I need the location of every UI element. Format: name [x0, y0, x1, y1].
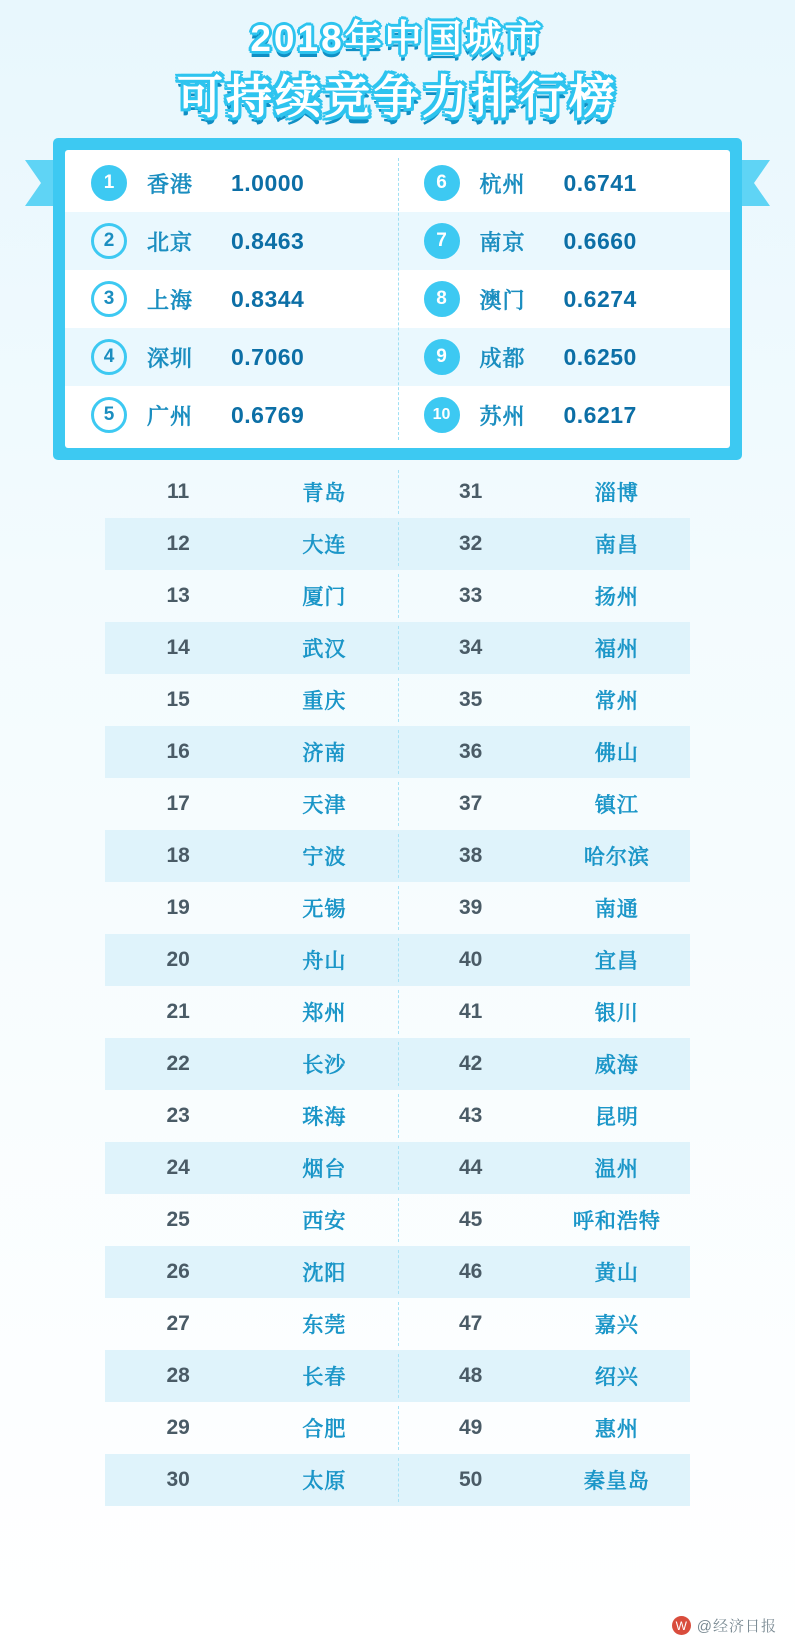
list-item	[105, 1454, 690, 1506]
city-name: 澳门	[479, 287, 526, 313]
rank-number: 21	[166, 1000, 190, 1023]
list-item	[105, 830, 690, 882]
city-name: 昆明	[594, 1106, 639, 1129]
rank-entry	[398, 1413, 691, 1443]
list-item	[105, 518, 690, 570]
rank-entry	[105, 1049, 398, 1079]
city-name: 哈尔滨	[583, 846, 650, 869]
rank-entry	[105, 1361, 398, 1391]
city-score: 0.7060	[231, 343, 305, 370]
rank-entry	[398, 997, 691, 1027]
city-name: 嘉兴	[594, 1314, 639, 1337]
list-item	[105, 466, 690, 518]
rank-entry	[105, 477, 398, 507]
table-row	[65, 154, 730, 212]
city-name: 广州	[147, 403, 194, 429]
city-name: 北京	[147, 229, 194, 255]
rank-number: 47	[458, 1312, 483, 1335]
rank-number: 31	[458, 480, 483, 503]
rank-entry	[105, 789, 398, 819]
source-credit	[672, 1615, 777, 1636]
city-name: 厦门	[302, 586, 347, 609]
rest-of-ranking-list	[105, 460, 690, 1506]
rank-number: 38	[458, 844, 483, 867]
rank-medal-icon: 3	[91, 281, 127, 317]
top-entry	[65, 165, 398, 201]
city-name: 温州	[594, 1158, 639, 1181]
rank-entry	[398, 1465, 691, 1495]
rank-number: 30	[166, 1468, 190, 1491]
source-label: @经济日报	[696, 1618, 777, 1635]
title-line-2: 可持续竞争力排行榜	[177, 71, 618, 123]
rank-number: 39	[458, 896, 483, 919]
city-name: 南通	[594, 898, 639, 921]
rank-entry	[105, 1465, 398, 1495]
list-item	[105, 882, 690, 934]
list-item	[105, 622, 690, 674]
rank-number: 27	[166, 1312, 190, 1335]
list-item	[105, 570, 690, 622]
rank-number: 37	[458, 792, 483, 815]
city-name: 烟台	[302, 1158, 347, 1181]
city-name: 济南	[302, 742, 347, 765]
rank-entry	[398, 633, 691, 663]
rank-medal-icon: 2	[91, 223, 127, 259]
rank-number: 44	[458, 1156, 483, 1179]
city-name: 南京	[479, 229, 526, 255]
rank-entry	[398, 1101, 691, 1131]
rank-number: 50	[458, 1468, 483, 1491]
city-name: 长沙	[302, 1054, 347, 1077]
list-item	[105, 1142, 690, 1194]
rank-number: 13	[166, 584, 190, 607]
top-entry	[65, 223, 398, 259]
rank-number: 35	[458, 688, 483, 711]
rank-number: 22	[166, 1052, 190, 1075]
rank-number: 26	[166, 1260, 190, 1283]
rank-number: 33	[458, 584, 483, 607]
city-name: 天津	[302, 794, 347, 817]
top-entry	[65, 281, 398, 317]
top-ten-table	[65, 150, 730, 448]
rank-entry	[398, 1257, 691, 1287]
city-name: 宜昌	[594, 950, 639, 973]
rank-entry	[105, 997, 398, 1027]
city-name: 西安	[302, 1210, 347, 1233]
rank-number: 45	[458, 1208, 483, 1231]
city-name: 东莞	[302, 1314, 347, 1337]
city-name: 太原	[302, 1470, 347, 1493]
rank-entry	[105, 581, 398, 611]
rank-entry	[398, 789, 691, 819]
city-name: 无锡	[302, 898, 347, 921]
rank-entry	[398, 945, 691, 975]
rank-number: 41	[458, 1000, 483, 1023]
city-score: 0.6250	[563, 343, 637, 370]
city-name: 黄山	[594, 1262, 639, 1285]
rank-entry	[398, 737, 691, 767]
table-row	[65, 328, 730, 386]
rank-medal-icon: 1	[91, 165, 127, 201]
city-name: 宁波	[302, 846, 347, 869]
rank-number: 19	[166, 896, 190, 919]
page-title	[0, 0, 795, 128]
city-name: 大连	[302, 534, 347, 557]
rank-number: 17	[166, 792, 190, 815]
list-item	[105, 674, 690, 726]
city-name: 秦皇岛	[583, 1470, 650, 1493]
top-entry	[398, 165, 731, 201]
city-name: 长春	[302, 1366, 347, 1389]
list-item	[105, 934, 690, 986]
rank-number: 34	[458, 636, 483, 659]
rank-number: 40	[458, 948, 483, 971]
top-entry	[398, 223, 731, 259]
city-name: 武汉	[302, 638, 347, 661]
rank-number: 14	[166, 636, 190, 659]
title-line-1: 2018年中国城市	[250, 18, 545, 59]
city-name: 沈阳	[302, 1262, 347, 1285]
city-name: 舟山	[302, 950, 347, 973]
city-name: 佛山	[594, 742, 639, 765]
rank-entry	[105, 841, 398, 871]
rank-medal-icon: 5	[91, 397, 127, 433]
rank-entry	[398, 581, 691, 611]
rank-entry	[105, 1101, 398, 1131]
city-score: 0.6741	[563, 169, 637, 196]
city-score: 1.0000	[231, 169, 305, 196]
rank-number: 18	[166, 844, 190, 867]
list-item	[105, 1402, 690, 1454]
table-row	[65, 212, 730, 270]
rank-medal-icon: 9	[424, 339, 460, 375]
city-score: 0.6217	[563, 401, 637, 428]
city-name: 绍兴	[594, 1366, 639, 1389]
city-name: 福州	[594, 638, 639, 661]
top-entry	[65, 339, 398, 375]
rank-entry	[105, 1205, 398, 1235]
city-name: 常州	[594, 690, 639, 713]
top-ten-ribbon	[25, 138, 770, 460]
city-name: 镇江	[594, 794, 639, 817]
rank-entry	[105, 737, 398, 767]
city-score: 0.6274	[563, 285, 637, 312]
top-entry	[398, 397, 731, 433]
city-name: 香港	[147, 171, 194, 197]
rank-number: 49	[458, 1416, 483, 1439]
rank-entry	[398, 685, 691, 715]
rank-number: 11	[167, 480, 190, 503]
rank-entry	[105, 945, 398, 975]
city-name: 深圳	[147, 345, 194, 371]
city-name: 成都	[479, 345, 526, 371]
city-score: 0.6660	[563, 227, 637, 254]
rank-entry	[105, 685, 398, 715]
city-score: 0.6769	[231, 401, 305, 428]
list-item	[105, 1298, 690, 1350]
rank-entry	[105, 893, 398, 923]
rank-number: 32	[458, 532, 483, 555]
city-name: 威海	[594, 1054, 639, 1077]
rank-number: 36	[458, 740, 483, 763]
rank-medal-icon: 6	[424, 165, 460, 201]
rank-number: 43	[458, 1104, 483, 1127]
rank-number: 16	[166, 740, 190, 763]
rank-entry	[398, 1361, 691, 1391]
table-row	[65, 386, 730, 444]
rank-entry	[398, 477, 691, 507]
top-ten-panel	[53, 138, 742, 460]
list-item	[105, 986, 690, 1038]
rank-number: 25	[166, 1208, 190, 1231]
rank-entry	[105, 1153, 398, 1183]
rank-number: 20	[166, 948, 190, 971]
city-name: 郑州	[302, 1002, 347, 1025]
rank-number: 46	[458, 1260, 483, 1283]
list-item	[105, 1090, 690, 1142]
rank-medal-icon: 10	[424, 397, 460, 433]
rank-entry	[105, 529, 398, 559]
list-item	[105, 778, 690, 830]
rank-number: 24	[166, 1156, 190, 1179]
city-name: 青岛	[302, 482, 347, 505]
city-name: 苏州	[479, 403, 526, 429]
list-item	[105, 726, 690, 778]
list-item	[105, 1350, 690, 1402]
rank-entry	[105, 1309, 398, 1339]
rank-number: 29	[166, 1416, 190, 1439]
city-name: 合肥	[302, 1418, 347, 1441]
city-score: 0.8344	[231, 285, 305, 312]
rank-entry	[105, 633, 398, 663]
rank-entry	[105, 1413, 398, 1443]
rank-entry	[398, 529, 691, 559]
rank-number: 12	[166, 532, 190, 555]
city-name: 杭州	[479, 171, 526, 197]
rank-number: 42	[458, 1052, 483, 1075]
rank-entry	[398, 1049, 691, 1079]
rank-number: 28	[166, 1364, 190, 1387]
rank-entry	[398, 1309, 691, 1339]
city-name: 惠州	[594, 1418, 639, 1441]
rank-medal-icon: 4	[91, 339, 127, 375]
city-name: 银川	[594, 1002, 639, 1025]
rank-medal-icon: 8	[424, 281, 460, 317]
city-name: 南昌	[594, 534, 639, 557]
list-item	[105, 1194, 690, 1246]
city-name: 呼和浩特	[572, 1210, 661, 1233]
rank-entry	[398, 1153, 691, 1183]
rank-entry	[398, 1205, 691, 1235]
top-entry	[398, 281, 731, 317]
rank-medal-icon: 7	[424, 223, 460, 259]
top-entry	[398, 339, 731, 375]
city-name: 淄博	[594, 482, 639, 505]
weibo-icon: W	[672, 1616, 691, 1635]
top-entry	[65, 397, 398, 433]
list-item	[105, 1246, 690, 1298]
rank-number: 23	[166, 1104, 190, 1127]
rank-number: 48	[458, 1364, 483, 1387]
city-name: 珠海	[302, 1106, 347, 1129]
rank-entry	[105, 1257, 398, 1287]
list-item	[105, 1038, 690, 1090]
rank-entry	[398, 841, 691, 871]
city-name: 扬州	[594, 586, 639, 609]
rank-number: 15	[166, 688, 190, 711]
city-name: 上海	[147, 287, 194, 313]
city-score: 0.8463	[231, 227, 305, 254]
rank-entry	[398, 893, 691, 923]
city-name: 重庆	[302, 690, 347, 713]
table-row	[65, 270, 730, 328]
